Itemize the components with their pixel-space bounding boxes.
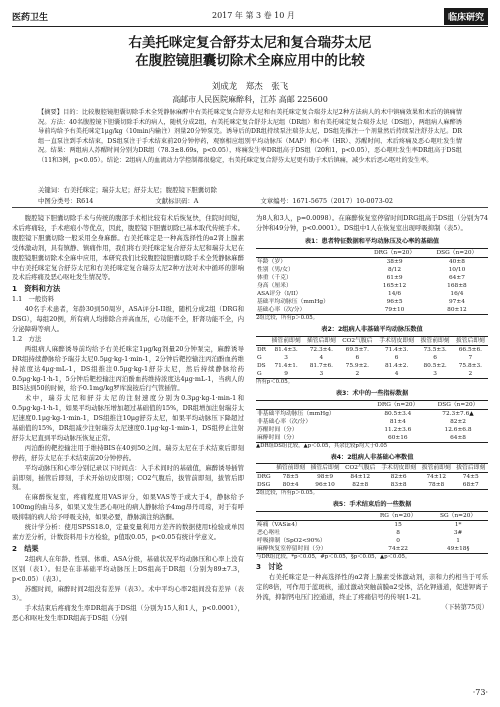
table-cell: 11.2±3.6 bbox=[384, 426, 412, 433]
table3-caption: 表3：术中的一些指标数据 bbox=[335, 389, 409, 397]
table-row bbox=[256, 481, 488, 490]
paragraph-statistics: 统计学分析：使用SPSS18.0，定量变量利用方差齐的数据使用t检验或单因素方差分析，计数资料用卡方检验，p值取0.05，p<0.05有统计学意义。 bbox=[12, 523, 244, 541]
table4 bbox=[256, 463, 488, 490]
table-cell: 3# bbox=[453, 530, 463, 537]
table-cell: 82±2 bbox=[450, 418, 466, 425]
paragraph-general: 40名手术患者，年龄30到50周岁，ASA评分I-II级，随机分成2组（DRG和DSG），每组20例，所有病人均排除合并高血压，心功能不全，肝肾功能不全，内分泌障碍等病人。 bbox=[12, 305, 244, 333]
table3 bbox=[256, 400, 488, 443]
table5 bbox=[256, 511, 488, 554]
paragraph-results-1: 2组病人在年龄、性别、体重、ASA分级，基础状况平均动脉压和心率上没有区别（表1）。但是在非基础平均动脉压上DS组高于DR组（分别为89±7.3，p<0.05）（表3）。 bbox=[12, 554, 244, 583]
journal-name: 医药卫生 bbox=[12, 13, 49, 23]
table-header-cell bbox=[256, 336, 269, 345]
table-header-cell: 拔管前即刻 bbox=[419, 464, 453, 473]
table-cell: 3 bbox=[284, 354, 288, 361]
table-cell: 12.6±6.8 bbox=[444, 426, 472, 433]
table-cell: 98±9 bbox=[317, 474, 334, 481]
table-row bbox=[256, 257, 488, 266]
table-cell: 基础平均动脉压（mmHg） bbox=[257, 298, 329, 305]
paragraph-discussion: 右美托咪定是一种高选择性的α2肾上腺素受体激动剂，亲和力约相当于可乐定的8倍，可作用于蓝斑核，通过激动突触前膜α2受体，活化钾通道，促进钾离子外流，抑制钙电压门控通道，终止了疼痛信号的传导[1-2]。 bbox=[256, 573, 488, 602]
section-heading-discussion: 3 讨论 bbox=[256, 562, 283, 572]
table-cell: 80±4 bbox=[273, 481, 307, 490]
paragraph-results-2: 苏醒时间，麻醉时间2组没有差异（表3）。术中平均心率2组间没有差异（表3）。 bbox=[12, 584, 244, 603]
paragraph-method-1: 两组病人麻醉诱导前均给予右美托咪定1μg/kg剂量20分钟泵完，麻醉诱导DR组持续静脉给予瑞芬太尼0.5μg·kg-1·min-1，2分钟后靶控输注丙泊酚血药维持浓度达4μg·mL-1，DS组推注0.5μg·kg-1舒芬太尼，然后持续静脉给药0.5μg·kg-1·h-1，5分钟后靶控输注丙泊酚血药维持浓度达4μg·mL-1，当病人的BIS达到50的时候，给予0.1mg/kg罗库溴铵后行气管插管。 bbox=[12, 344, 244, 393]
table-cell: 84±12 bbox=[350, 474, 371, 481]
table-row bbox=[256, 418, 488, 426]
table-cell: 3 bbox=[304, 370, 339, 379]
subsection-heading-general: 1.1 一般资料 bbox=[12, 295, 55, 304]
table-cell: DRG bbox=[257, 474, 271, 481]
table-cell: 16/4 bbox=[450, 290, 464, 297]
table-cell: 40±8 bbox=[448, 258, 465, 265]
table-cell: 8 bbox=[396, 530, 400, 537]
table4-note: 2组比较，所有p＞0.05。 bbox=[256, 490, 319, 497]
table5-note: 与DR组比较，*p＜0.05，#p＜0.05，§p＜0.05，▲p＜0.05。 bbox=[256, 554, 411, 561]
table-cell: 71.4±3. bbox=[384, 346, 409, 353]
paragraph-results-3: 手术结束后疼痛发生率DR组高于DS组（分别为15人和1人，p<0.0001），恶心和呕吐发生率DR组高于DS组（分别 bbox=[12, 604, 244, 623]
table-header-cell: DSG（n=20） bbox=[426, 248, 488, 257]
table-row bbox=[256, 345, 488, 354]
table-cell: 1 bbox=[456, 538, 460, 545]
section-heading-results: 2 结果 bbox=[12, 543, 39, 553]
table-cell: 14/6 bbox=[388, 290, 402, 297]
left-column bbox=[12, 214, 244, 624]
table1-caption: 表1：患者特征数据和平均动脉压及心率的基础值 bbox=[304, 237, 440, 245]
table3-note: ▲DR组DS组比较，▲p＜0.05，其余比较p均大于0.05 bbox=[256, 442, 388, 449]
table-cell: 72.3±4. bbox=[309, 346, 334, 353]
table-cell: 6 bbox=[433, 354, 437, 361]
table-cell: 60±16 bbox=[368, 434, 428, 443]
header-rule bbox=[12, 26, 488, 27]
abstract: 【摘要】目的：比较腹腔镜胆囊切除手术全凭静脉麻醉中右美托咪定复合舒芬太尼和右美托咪定复合瑞芬太尼2种方法病人的术中镇痛效果和术后的镇痛情况。方法：40名腹腔镜下胆囊切除手术的病人，随机分成2组，右美托咪定复合舒芬太尼组（DR组）和右美托咪定复合瑞芬太尼（DS组），两组病人麻醉诱导前均给予右美托咪定1μg/kg（10min内输注）剂量20分钟泵完。诱导后的DR组持续泵注瑞芬太尼，DS组先推注一个剂量然后持续泵注舒芬太尼。DR组一直泵注到手术结束，DS组泵注于手术结束前20分钟停药，观察相应组别平均动脉压（MAP）和心率（HR）、苏醒时间、术后疼痛及恶心呕吐发生情况。结果：两组病人苏醒时间分别为DR组（78.3±8.69s，p<0.05），疼痛发生率DR组高于DS组（20和1，p<0.05），恶心呕吐发生率DR组高于DS组（11和3例，p<0.05）。结论：2组病人的血流动力学控制都很稳定，右美托咪定复合舒芬太尼更有助于术后镇痛，减少术后恶心呕吐的发生率。 bbox=[38, 109, 462, 164]
table-header-cell: CO2气腹后 bbox=[342, 464, 378, 473]
clc-number: 中图分类号：R614 bbox=[38, 197, 94, 205]
table-cell: 75.9±2. bbox=[345, 362, 369, 369]
table-cell: 82±8 bbox=[342, 481, 378, 490]
table-row bbox=[256, 354, 488, 362]
table-row bbox=[256, 282, 488, 290]
table-row bbox=[256, 298, 488, 306]
running-header bbox=[12, 8, 488, 24]
table-row bbox=[256, 266, 488, 274]
paragraph-method-5: 在麻醉恢复室，疼痛程度用VAS评分，如果VAS等于或大于4，静脉给予100mg的曲马多，如果又发生恶心呕吐的病人静脉给予4mg昂丹司琼，对于有呼吸抑制的病人给予呼吸支持，如果必要，静脉滴注纳洛酮。 bbox=[12, 493, 244, 522]
table-cell: 非基础平均动脉压（mmHg） bbox=[257, 410, 335, 417]
table-cell: 80.5±3.4 bbox=[384, 410, 412, 417]
table-cell: 恶心呕吐 bbox=[257, 530, 281, 537]
table-cell: 74±22 bbox=[368, 545, 428, 554]
paragraph-method-3: 丙泊酚的靶控输注用于维持BIS在40到50之间。瑞芬太尼在手术结束后即刻停药，舒芬太尼在手术结束前20分钟停药。 bbox=[12, 443, 244, 462]
table-cell: 4 bbox=[376, 370, 418, 379]
table-row bbox=[256, 290, 488, 298]
table5-caption: 表5：手术结束后的一些数据 bbox=[332, 501, 412, 509]
table-cell: 64±8 bbox=[428, 434, 488, 443]
table-row bbox=[256, 274, 488, 282]
table-row bbox=[256, 473, 488, 482]
table-header-cell: RG（n=20） bbox=[368, 512, 428, 521]
table-cell: 96±5 bbox=[386, 298, 403, 305]
table-cell: 80±12 bbox=[426, 306, 488, 315]
table-header-cell: 插管前即刻 bbox=[269, 336, 304, 345]
column-badge: 临床研究 bbox=[444, 8, 488, 25]
table-cell: 基础心率（次/分） bbox=[256, 306, 363, 315]
section-heading-methods: 1 资料和方法 bbox=[12, 284, 61, 294]
table-header-cell: 拔管后即刻 bbox=[454, 464, 488, 473]
paragraph-results-cont: 为8人和3人，p=0.0098）。在麻醉恢复室停留时间DRG组高于DS组（分别为74分钟和49分钟，p<0.0001）。DS组中1人在恢复室出现呼吸抑制（表5）。 bbox=[256, 214, 488, 232]
table-cell: 81±4 bbox=[389, 418, 406, 425]
table-cell: 168±8 bbox=[447, 282, 467, 289]
table-cell: 麻醉时间（分） bbox=[256, 434, 368, 443]
table-cell: 72.3±7.6▲ bbox=[442, 410, 474, 417]
table-header-cell: 手术切皮即刻 bbox=[376, 336, 418, 345]
table-row bbox=[256, 426, 488, 434]
table-header-cell: 插管后即刻 bbox=[304, 336, 339, 345]
table2 bbox=[256, 336, 488, 379]
table-cell: 83±8 bbox=[378, 481, 419, 490]
table-cell: 4 bbox=[319, 354, 324, 361]
table-header-cell bbox=[256, 512, 368, 521]
affiliation: 高邮市人民医院麻醉科，江苏 高邮 225600 bbox=[172, 95, 328, 104]
table-cell: 82±6 bbox=[390, 474, 407, 481]
table-cell: ASA评分（I/II） bbox=[257, 290, 302, 297]
table-cell: 74±12 bbox=[426, 474, 447, 481]
table-cell: 73.5±3. bbox=[423, 346, 447, 353]
table-header-cell: 插管前即刻 bbox=[273, 464, 307, 473]
table-cell: 49±18§ bbox=[428, 545, 488, 554]
table-cell: 1* bbox=[454, 522, 462, 529]
table-header-cell bbox=[256, 464, 273, 473]
table-cell: 2 bbox=[339, 370, 376, 379]
article-title-line2: 在腹腔镜胆囊切除术全麻应用中的比较 bbox=[135, 53, 365, 69]
table-row bbox=[256, 521, 488, 530]
table-cell: 69.5±7. bbox=[345, 346, 369, 353]
table-header-cell: 拔管后即刻 bbox=[453, 336, 488, 345]
table-header-cell bbox=[256, 400, 368, 409]
table-row bbox=[256, 306, 488, 315]
continued-note: （下转第75页） bbox=[441, 602, 488, 611]
table-cell: 75.8±3. bbox=[458, 362, 483, 369]
table-cell: 年龄（岁） bbox=[257, 258, 286, 265]
table-header-cell bbox=[256, 248, 363, 257]
intro-paragraph: 腹腔镜下胆囊切除手术与传统的腹部手术相比较有术后恢复快，住院时间短，术后疼痛轻，手术疤痕小等优点，因此，腹腔镜下胆囊切除已基本取代传统手术。腹腔镜下胆囊切除一般采用全身麻醉。右美托咪定是一种高选择性的α2肾上腺素受体激动剂，具有镇静、镇痛作用，我们将右美托咪定复合舒芬太尼和瑞芬太尼在腹腔镜胆囊切除术全麻中应用，本研究我们比较腹腔镜胆囊切除手术全凭静脉麻醉中右美托咪定复合舒芬太尼和右美托咪定复合瑞芬太尼2种方法对术中循环的影响及术后疼痛及恶心呕吐发生情况等。 bbox=[12, 214, 244, 282]
table-cell: 6 bbox=[394, 354, 399, 361]
table-cell: 苏醒时间（分） bbox=[257, 426, 298, 433]
table-row bbox=[256, 370, 488, 379]
table-cell: 78±8 bbox=[419, 481, 453, 490]
table2-caption: 表2：2组病人非基础平均动脉压数值 bbox=[321, 325, 423, 333]
page-number: ·73· bbox=[472, 688, 488, 697]
table-cell: DS bbox=[257, 362, 266, 369]
table-header-cell: 手术切皮即刻 bbox=[378, 464, 419, 473]
table-cell: 10/10 bbox=[448, 266, 466, 273]
table-cell: 38±9 bbox=[386, 258, 403, 265]
table-cell: 呼吸抑制（SpO2<90%） bbox=[257, 538, 326, 545]
section-rule bbox=[12, 207, 488, 208]
table-cell: 疼痛（VAS≥4） bbox=[257, 522, 301, 529]
table-header-cell: 拔管前即刻 bbox=[418, 336, 453, 345]
table-cell: 61±9 bbox=[386, 274, 403, 281]
table-header-cell: DSG（n=20） bbox=[428, 400, 488, 409]
table-cell: 96±10 bbox=[308, 481, 342, 490]
table-cell: DR bbox=[257, 346, 267, 353]
table-cell: 8/12 bbox=[388, 266, 402, 273]
paragraph-method-2: 术中，瑞芬太尼和舒芬太尼的注射速度分别为0.3μg·kg-1·min-1和0.5μg·kg-1·h-1，如果平均动脉压增加超过基础值的15%，DR组增加注射瑞芬太尼速度0.1μg·kg-1·min-1，DS组推注10μg舒芬太尼，如果平均动脉压下降超过基础值的15%，DR组减少注射瑞芬太尼速度0.1μg·kg-1·min-1，DS组停止注射舒芬太尼直到平均动脉压恢复正常。 bbox=[12, 394, 244, 442]
table-cell: 74±5 bbox=[462, 474, 479, 481]
table-header-cell: SG（n=20） bbox=[428, 512, 488, 521]
table-header-cell: CO2气腹后 bbox=[339, 336, 376, 345]
table-cell: 64±7 bbox=[448, 274, 465, 281]
table-cell: DSG bbox=[256, 481, 273, 490]
table2-note: 所有p＜0.05。 bbox=[256, 378, 294, 385]
table-cell: 2 bbox=[453, 370, 488, 379]
keywords: 关键词：右美托咪定；瑞芬太尼；舒芬太尼；腹腔镜下胆囊切除 bbox=[38, 186, 217, 194]
table-cell: 79±10 bbox=[363, 306, 426, 315]
doc-code: 文献标识码：A bbox=[155, 197, 199, 205]
table-row bbox=[256, 529, 488, 537]
subsection-heading-method: 1.2 方法 bbox=[12, 334, 42, 343]
table-row bbox=[256, 434, 488, 443]
issue-info: 2017 年 第 3 卷 10 月 bbox=[212, 11, 295, 20]
table-cell: 68±7 bbox=[454, 481, 488, 490]
table-cell: 66.5±6. bbox=[458, 346, 483, 353]
table-header-cell: DRG（n=20） bbox=[363, 248, 426, 257]
table-cell: 97±4 bbox=[448, 298, 465, 305]
table-cell: 体重（千克） bbox=[257, 274, 292, 281]
table-cell: 71.4±1. bbox=[274, 362, 298, 369]
table-cell: 7 bbox=[468, 354, 473, 361]
table-header-cell: DRG（n=20） bbox=[368, 400, 428, 409]
table-cell: 身高（厘米） bbox=[257, 282, 292, 289]
classification-line bbox=[38, 196, 462, 205]
table-cell: G bbox=[256, 370, 269, 379]
table-cell: 6 bbox=[355, 354, 360, 361]
table4-caption: 表4：2组病人非基础心率数值 bbox=[330, 453, 414, 461]
table-cell: 非基础心率（次/分） bbox=[257, 418, 312, 425]
table-cell: 麻醉恢复室停留时间（分） bbox=[256, 545, 368, 554]
table-cell: 81.4±2. bbox=[384, 362, 409, 369]
table-cell: G bbox=[257, 354, 262, 361]
authors: 刘成龙 郑杰 张飞 bbox=[211, 82, 289, 92]
table-row bbox=[256, 409, 488, 418]
table-cell: 15 bbox=[394, 522, 402, 529]
table-cell: 78±5 bbox=[282, 474, 299, 481]
table1-note: 2组比较，所有p＞0.05。 bbox=[256, 314, 319, 321]
table-cell: 81.4±3. bbox=[274, 346, 298, 353]
table-cell: 81.7±6. bbox=[309, 362, 334, 369]
table-row bbox=[256, 537, 488, 545]
article-number: 文章编号：1671-5675（2017）10-0073-02 bbox=[260, 197, 393, 205]
table-cell: 9 bbox=[269, 370, 304, 379]
table-cell: 3 bbox=[418, 370, 453, 379]
table-cell: 80.5±2. bbox=[423, 362, 447, 369]
table-row bbox=[256, 362, 488, 370]
table-header-cell: 插管后即刻 bbox=[308, 464, 342, 473]
right-column bbox=[256, 214, 488, 613]
table1 bbox=[256, 248, 488, 315]
table-cell: 165±12 bbox=[382, 282, 407, 289]
article-title-line1: 右美托咪定复合舒芬太尼和复合瑞芬太尼 bbox=[128, 35, 372, 51]
table-cell: 性别（男/女） bbox=[257, 266, 294, 273]
table-row bbox=[256, 545, 488, 554]
paragraph-method-4: 平均动脉压和心率分别记录以下时间点：入手术间时的基础值，麻醉诱导插管前即刻，插管后即刻，手术开始切皮即刻；CO2气腹后，拔管前即刻，拔管后即刻。 bbox=[12, 463, 244, 492]
table-cell: 0 bbox=[396, 538, 400, 545]
